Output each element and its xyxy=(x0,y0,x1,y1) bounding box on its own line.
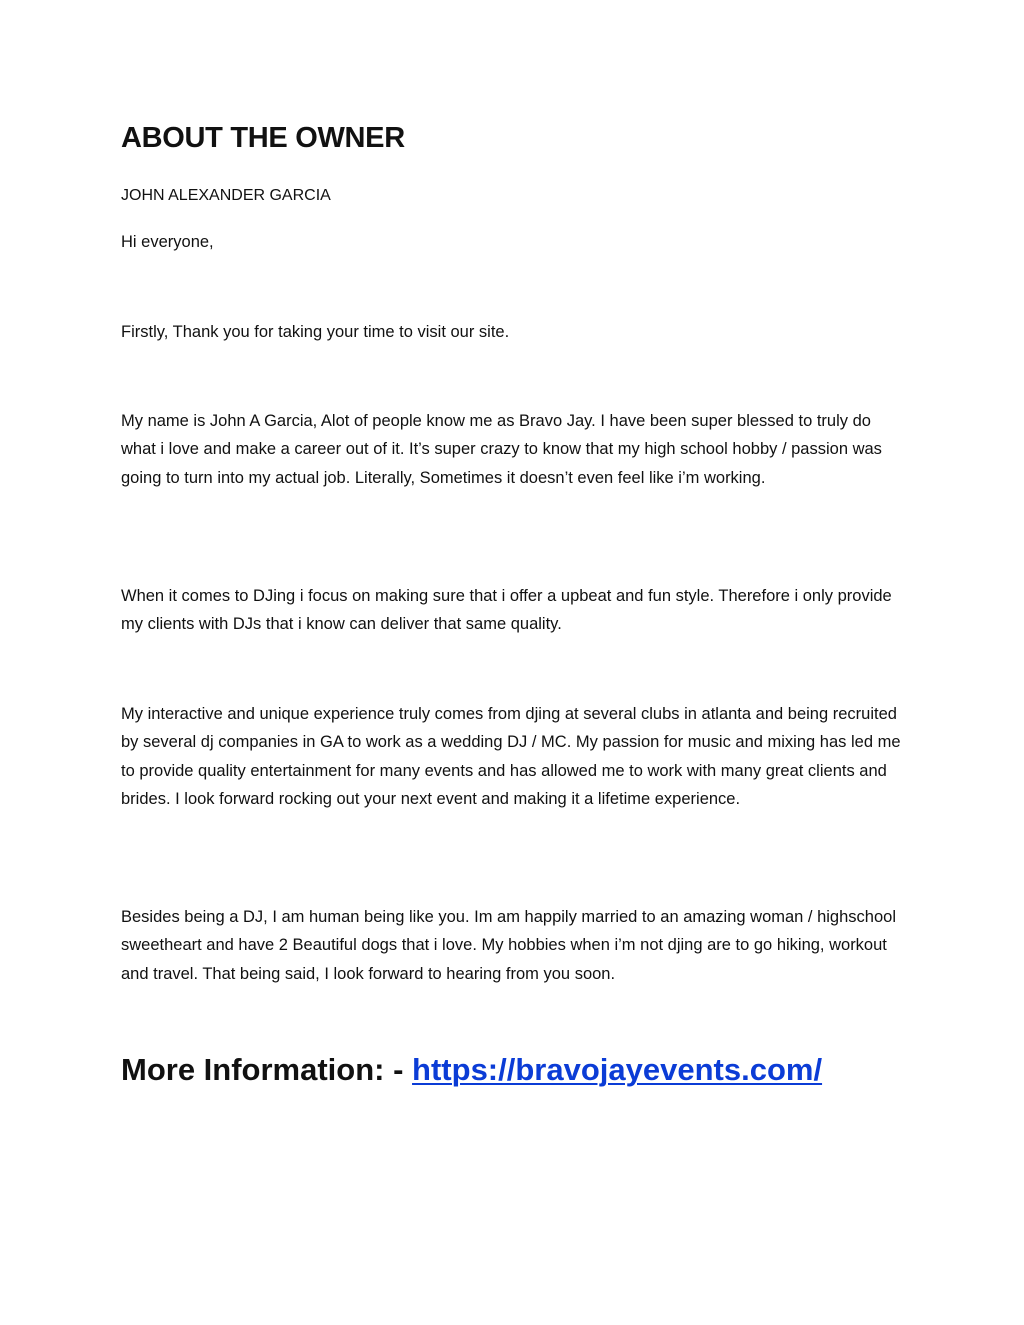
more-information-label: More Information: - xyxy=(121,1052,413,1087)
paragraph-personal: Besides being a DJ, I am human being like you. Im am happily married to an amazing woman / highschool sweetheart and have 2 Beautiful dogs that i love. My hobbies when i’m not djing are to go hiking, workout and travel. That being said, I look forward to hearing from you soon. xyxy=(121,908,896,983)
greeting: Hi everyone, xyxy=(121,233,214,251)
more-information-line xyxy=(121,1052,822,1088)
paragraph-introduction: My name is John A Garcia, Alot of people know me as Bravo Jay. I have been super blessed to truly do what i love and make a career out of it. It’s super crazy to know that my high school hobby / passion was going to turn into my actual job. Literally, Sometimes it doesn’t even feel like i’m working. xyxy=(121,412,882,487)
paragraph-dj-style: When it comes to DJing i focus on making sure that i offer a upbeat and fun style. Therefore i only provide my clients with DJs that i know can deliver that same quality. xyxy=(121,587,892,634)
paragraph-thanks: Firstly, Thank you for taking your time to visit our site. xyxy=(121,323,510,341)
page-title: ABOUT THE OWNER xyxy=(121,122,405,154)
website-link[interactable]: https://bravojayevents.com/ xyxy=(412,1052,823,1087)
paragraph-experience: My interactive and unique experience truly comes from djing at several clubs in atlanta and being recruited by several dj companies in GA to work as a wedding DJ / MC. My passion for music and mixing has led me to provide quality entertainment for many events and has allowed me to work with many great clients and brides. I look forward rocking out your next event and making it a lifetime experience. xyxy=(121,705,901,808)
owner-name: JOHN ALEXANDER GARCIA xyxy=(121,187,331,204)
